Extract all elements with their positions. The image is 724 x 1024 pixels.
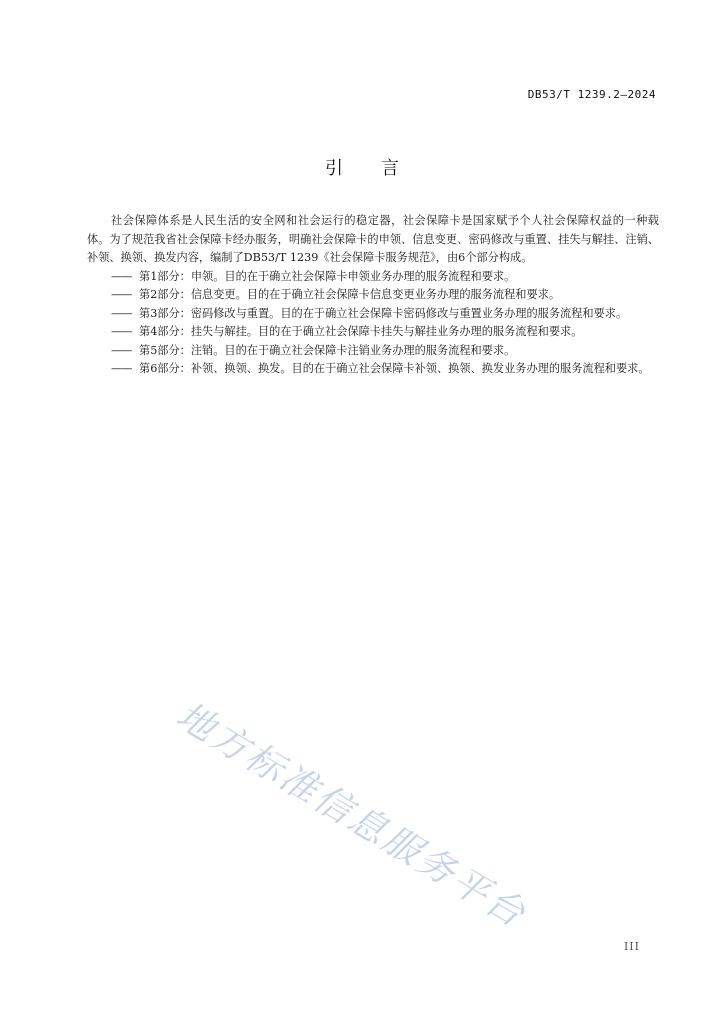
- part-text: 第2部分：信息变更。目的在于确立社会保障卡信息变更业务办理的服务流程和要求。: [139, 288, 561, 301]
- standard-code: DB53/T 1239.2—2024: [527, 88, 656, 101]
- list-item: [87, 342, 659, 361]
- list-item: [87, 323, 659, 342]
- body-text: [87, 212, 659, 379]
- dash-marker: ——: [111, 269, 132, 283]
- dash-marker: ——: [111, 288, 132, 301]
- dash-marker: ——: [111, 325, 132, 338]
- list-item: [87, 305, 659, 324]
- list-item: [87, 286, 659, 305]
- dash-marker: ——: [111, 306, 132, 320]
- list-item: [87, 268, 659, 287]
- parts-list: [87, 268, 659, 379]
- intro-paragraph: 社会保障体系是人民生活的安全网和社会运行的稳定器，社会保障卡是国家赋予个人社会保障权益的一种载体。为了规范我省社会保障卡经办服务，明确社会保障卡的申领、信息变更、密码修改与重置、挂失与解挂、注销、补领、换领、换发内容，编制了DB53/T 1239《社会保障卡服务规范》，由6个部分构成。: [87, 214, 659, 264]
- part-text: 第4部分：挂失与解挂。目的在于确立社会保障卡挂失与解挂业务办理的服务流程和要求。: [139, 325, 583, 338]
- part-text: 第3部分：密码修改与重置。目的在于确立社会保障卡密码修改与重置业务办理的服务流程和要求。: [139, 306, 628, 320]
- part-text: 第5部分：注销。目的在于确立社会保障卡注销业务办理的服务流程和要求。: [139, 343, 516, 357]
- dash-marker: ——: [111, 362, 132, 375]
- page-number: III: [623, 940, 640, 953]
- dash-marker: ——: [111, 343, 132, 357]
- list-item: [87, 360, 659, 379]
- watermark: 地方标准信息服务平台: [169, 693, 535, 937]
- page-title: 引言: [325, 158, 437, 179]
- part-text: 第1部分：申领。目的在于确立社会保障卡申领业务办理的服务流程和要求。: [139, 269, 516, 283]
- part-text: 第6部分：补领、换领、换发。目的在于确立社会保障卡补领、换领、换发业务办理的服务流程和要求。: [139, 362, 650, 375]
